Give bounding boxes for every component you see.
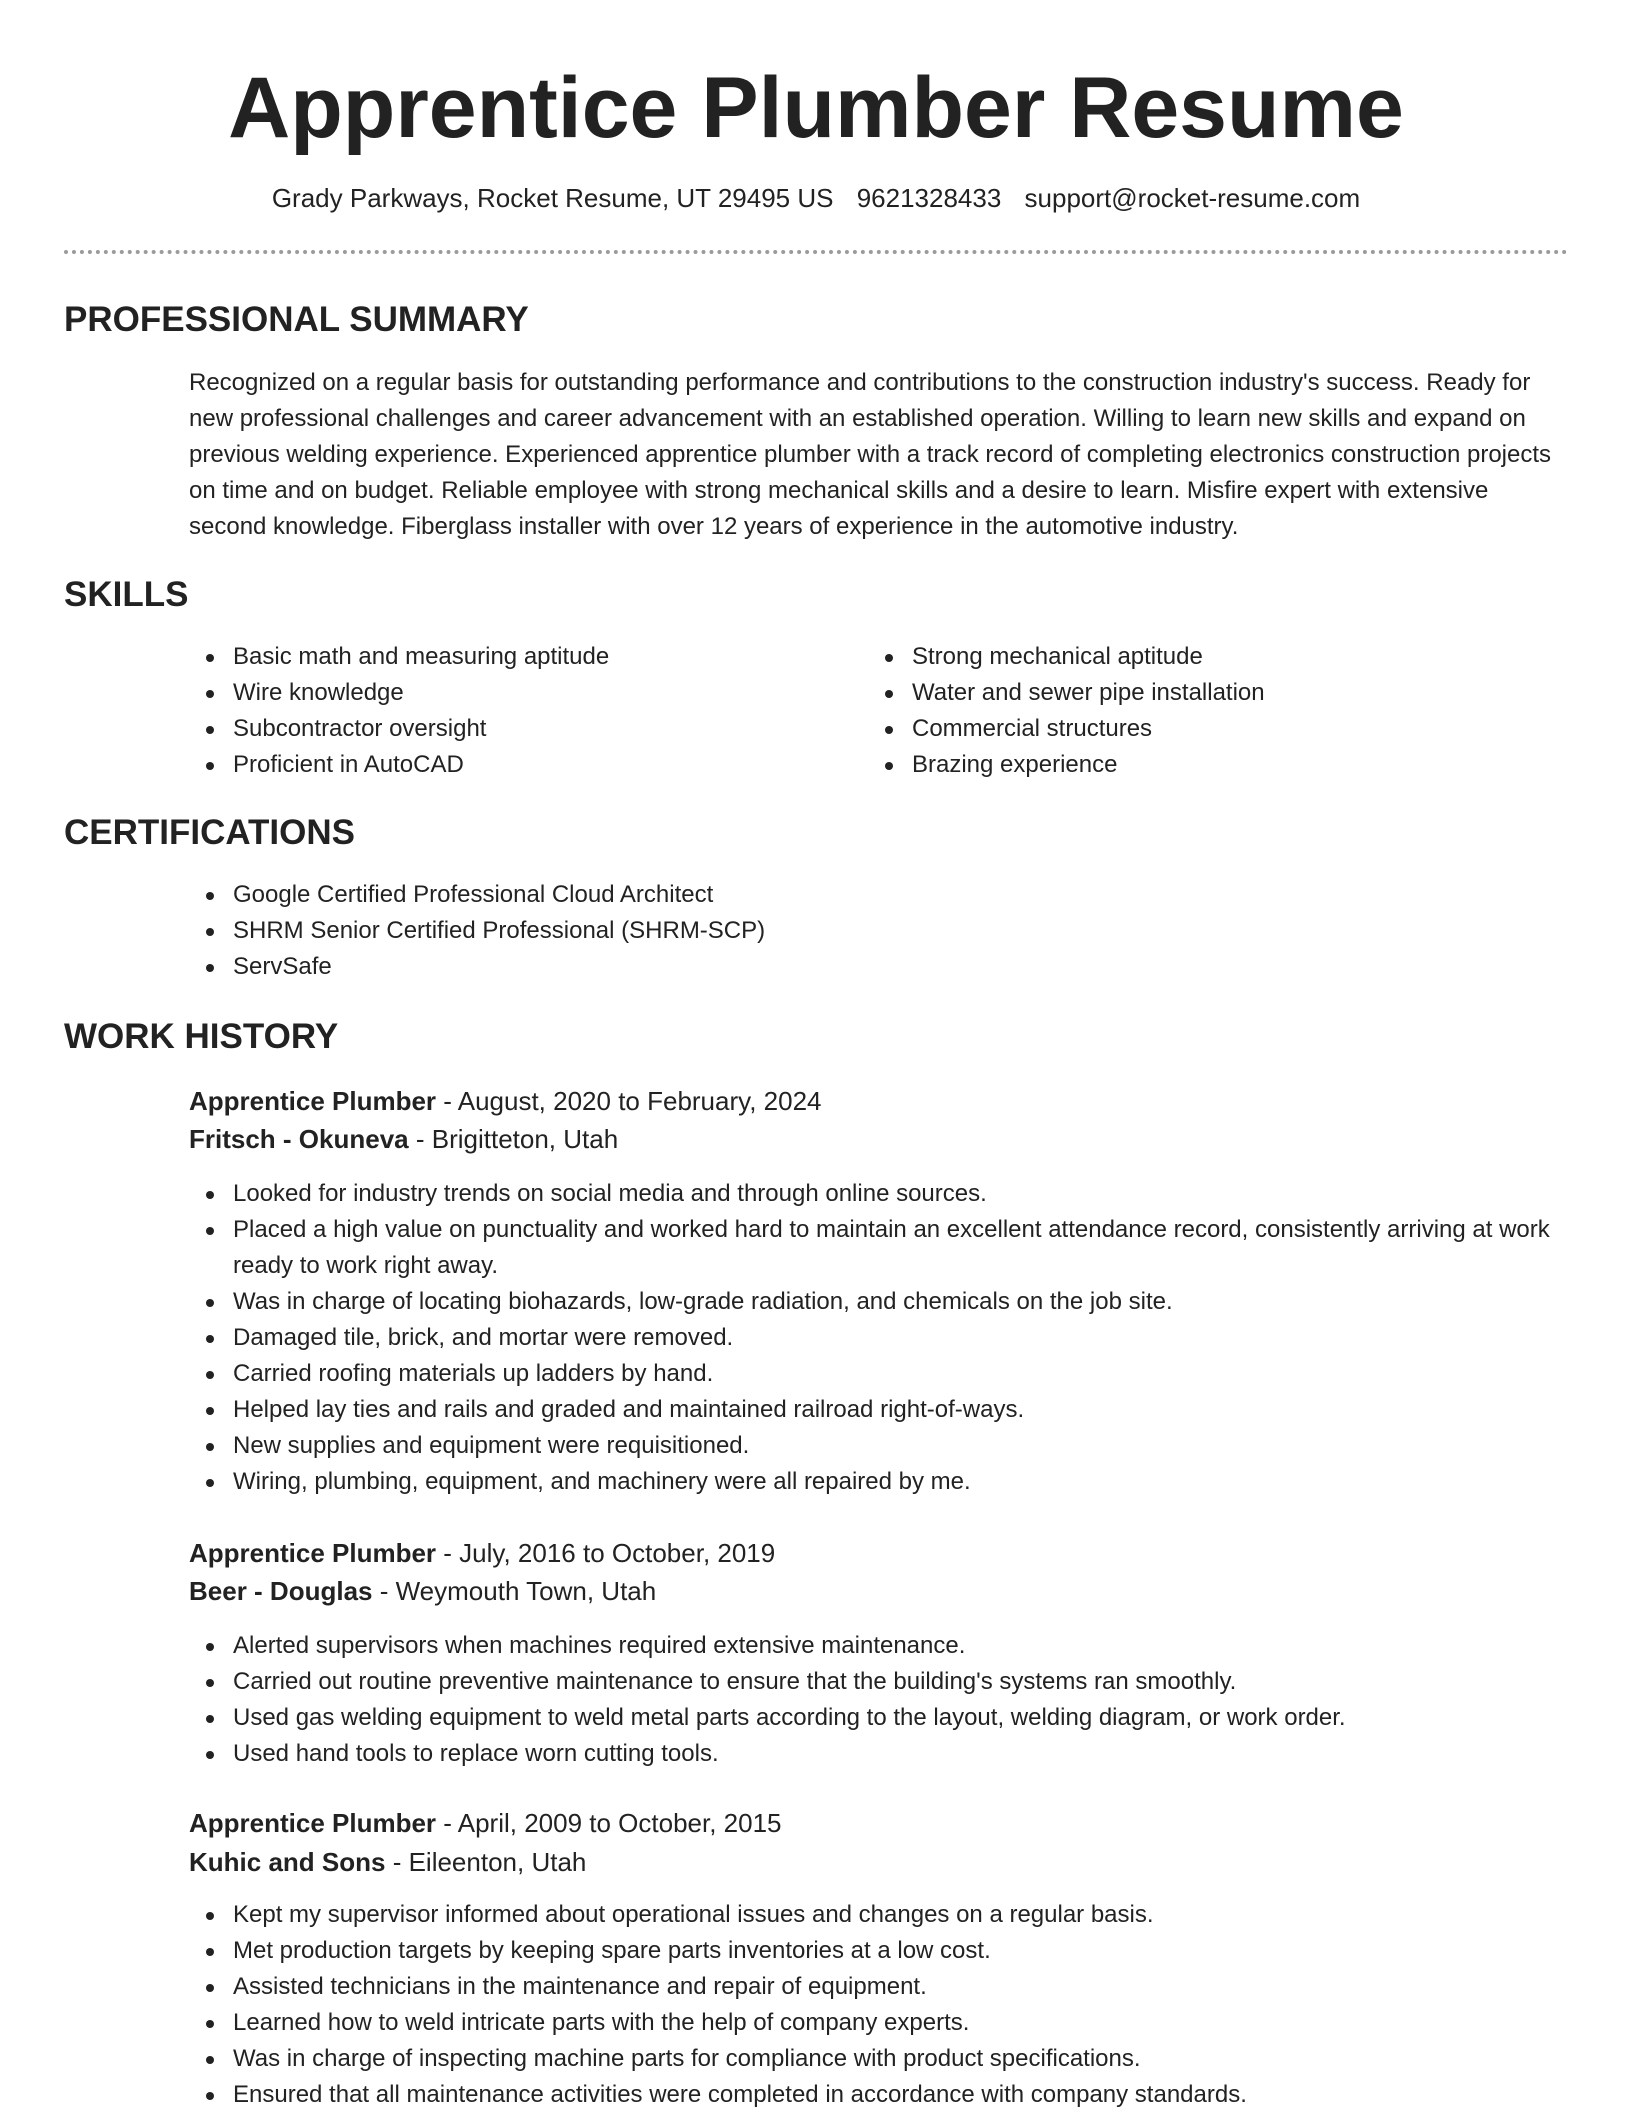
job-company-line [189, 1121, 618, 1157]
job-bullets [189, 1897, 1559, 2113]
contact-phone: 9621328433 [856, 183, 1002, 213]
list-item: Used gas welding equipment to weld metal parts according to the layout, welding diagram, or work order. [189, 1700, 1559, 1736]
list-item: Learned how to weld intricate parts with the help of company experts. [189, 2005, 1559, 2041]
list-item: Used hand tools to replace worn cutting tools. [189, 1736, 1559, 1772]
work-history-heading: WORK HISTORY [64, 1017, 339, 1056]
list-item: Assisted technicians in the maintenance and repair of equipment. [189, 1969, 1559, 2005]
job-location: - Weymouth Town, Utah [372, 1576, 657, 1606]
list-item: Carried roofing materials up ladders by hand. [189, 1356, 1559, 1392]
job-location: - Eileenton, Utah [385, 1847, 587, 1877]
list-item: Met production targets by keeping spare parts inventories at a low cost. [189, 1933, 1559, 1969]
job-dates: - August, 2020 to February, 2024 [436, 1086, 822, 1116]
contact-email: support@rocket-resume.com [1024, 183, 1361, 213]
list-item: Placed a high value on punctuality and worked hard to maintain an excellent attendance record, consistently arriving at work ready to work right away. [189, 1212, 1559, 1284]
list-item: Subcontractor oversight [189, 711, 829, 747]
job-title-line [189, 1083, 822, 1119]
certifications-heading: CERTIFICATIONS [64, 813, 356, 852]
list-item: Wiring, plumbing, equipment, and machinery were all repaired by me. [189, 1464, 1559, 1500]
skills-list-right [868, 639, 1558, 783]
job-title-line [189, 1805, 782, 1841]
list-item: Commercial structures [868, 711, 1558, 747]
list-item: Google Certified Professional Cloud Architect [189, 877, 1559, 913]
header-divider [64, 250, 1568, 254]
job-dates: - July, 2016 to October, 2019 [436, 1538, 776, 1568]
list-item: Looked for industry trends on social media and through online sources. [189, 1176, 1559, 1212]
list-item: Carried out routine preventive maintenance to ensure that the building's systems ran smoothly. [189, 1664, 1559, 1700]
list-item: ServSafe [189, 949, 1559, 985]
list-item: Strong mechanical aptitude [868, 639, 1558, 675]
skills-list-left [189, 639, 829, 783]
job-bullets [189, 1628, 1559, 1772]
list-item: Proficient in AutoCAD [189, 747, 829, 783]
job-company: Fritsch - Okuneva [189, 1124, 409, 1154]
job-title-line [189, 1535, 775, 1571]
job-company-line [189, 1573, 656, 1609]
list-item: Damaged tile, brick, and mortar were removed. [189, 1320, 1559, 1356]
list-item: Brazing experience [868, 747, 1558, 783]
contact-line [0, 180, 1632, 216]
list-item: Alerted supervisors when machines required extensive maintenance. [189, 1628, 1559, 1664]
job-bullets [189, 1176, 1559, 1500]
job-title: Apprentice Plumber [189, 1538, 437, 1568]
list-item: Kept my supervisor informed about operational issues and changes on a regular basis. [189, 1897, 1559, 1933]
list-item: Ensured that all maintenance activities were completed in accordance with company standards. [189, 2077, 1559, 2113]
job-title: Apprentice Plumber [189, 1086, 437, 1116]
list-item: Wire knowledge [189, 675, 829, 711]
job-company: Kuhic and Sons [189, 1847, 386, 1877]
job-location: - Brigitteton, Utah [408, 1124, 619, 1154]
summary-text: Recognized on a regular basis for outstanding performance and contributions to the construction industry's success. Ready for new professional challenges and career advancement with an established operation. Willing to learn new skills and expand on previous welding experience. Experienced apprentice plumber with a track record of completing electronics construction projects on time and on budget. Reliable employee with strong mechanical skills and a desire to learn. Misfire expert with extensive second knowledge. Fiberglass installer with over 12 years of experience in the automotive industry. [189, 369, 1552, 540]
job-company-line [189, 1844, 586, 1880]
summary-heading: PROFESSIONAL SUMMARY [64, 300, 529, 339]
list-item: Was in charge of inspecting machine parts for compliance with product specifications. [189, 2041, 1559, 2077]
list-item: Helped lay ties and rails and graded and maintained railroad right-of-ways. [189, 1392, 1559, 1428]
list-item: Basic math and measuring aptitude [189, 639, 829, 675]
list-item: Water and sewer pipe installation [868, 675, 1558, 711]
resume-title: Apprentice Plumber Resume [228, 60, 1404, 156]
job-dates: - April, 2009 to October, 2015 [436, 1808, 782, 1838]
certifications-list [189, 877, 1559, 985]
skills-heading: SKILLS [64, 575, 189, 614]
job-company: Beer - Douglas [189, 1576, 373, 1606]
list-item: New supplies and equipment were requisitioned. [189, 1428, 1559, 1464]
job-title: Apprentice Plumber [189, 1808, 437, 1838]
list-item: SHRM Senior Certified Professional (SHRM-SCP) [189, 913, 1559, 949]
contact-address: Grady Parkways, Rocket Resume, UT 29495 US [271, 183, 834, 213]
list-item: Was in charge of locating biohazards, low-grade radiation, and chemicals on the job site. [189, 1284, 1559, 1320]
